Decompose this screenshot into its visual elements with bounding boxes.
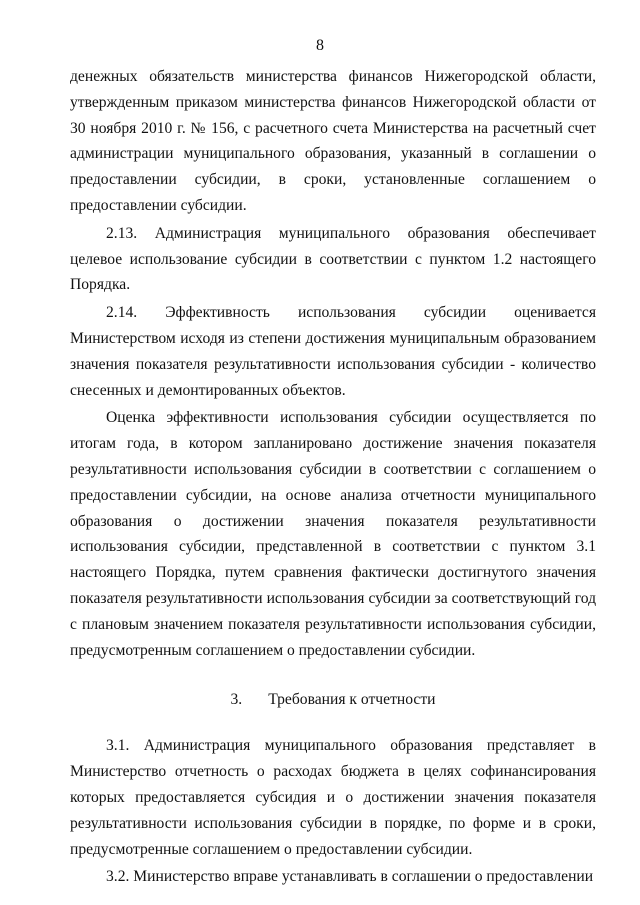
paragraph-continuation: денежных обязательств министерства финансов Нижегородской области, утвержденным приказом министерства финансов Нижегородской области от 30 ноября 2010 г. № 156, с расчетного счета Министерства на расчетный счет администрации муниципального образования, указанный в соглашении о предоставлении субсидии, в сроки, установленные соглашением о предоставлении субсидии. <box>70 68 596 214</box>
section-heading <box>70 689 596 711</box>
section-title: Требования к отчетности <box>268 691 436 709</box>
page-number: 8 <box>316 37 324 54</box>
paragraph-2-14: 2.14. Эффективность использования субсидии оценивается Министерством исходя из степени достижения муниципальным образованием значения показателя результативности использования субсидии - количество снесенных и демонтированных объектов. <box>70 304 596 399</box>
section-number: 3. <box>230 691 243 709</box>
paragraph-3-2: 3.2. Министерство вправе устанавливать в соглашении о предоставлении <box>106 868 594 886</box>
paragraph-3-1: 3.1. Администрация муниципального образования представляет в Министерство отчетность о расходах бюджета в целях софинансирования которых предоставляется субсидия и о достижении значения показателя результативности использования субсидии в порядке, по форме и в сроки, предусмотренные соглашением о предоставлении субсидии. <box>70 737 596 858</box>
paragraph-efficiency-assessment: Оценка эффективности использования субсидии осуществляется по итогам года, в котором запланировано достижение значения показателя результативности использования субсидии в соответствии с соглашением о предоставлении субсидии, на основе анализа отчетности муниципального образования о достижении значения показателя результативности использования субсидии, представленной в соответствии с пунктом 3.1 настоящего Порядка, путем сравнения фактически достигнутого значения показателя результативности использования субсидии за соответствующий год с плановым значением показателя результативности использования субсидии, предусмотренным соглашением о предоставлении субсидии. <box>70 409 596 659</box>
document-body <box>70 64 596 890</box>
paragraph-2-13: 2.13. Администрация муниципального образования обеспечивает целевое использование субсидии в соответствии с пунктом 1.2 настоящего Порядка. <box>70 224 596 294</box>
